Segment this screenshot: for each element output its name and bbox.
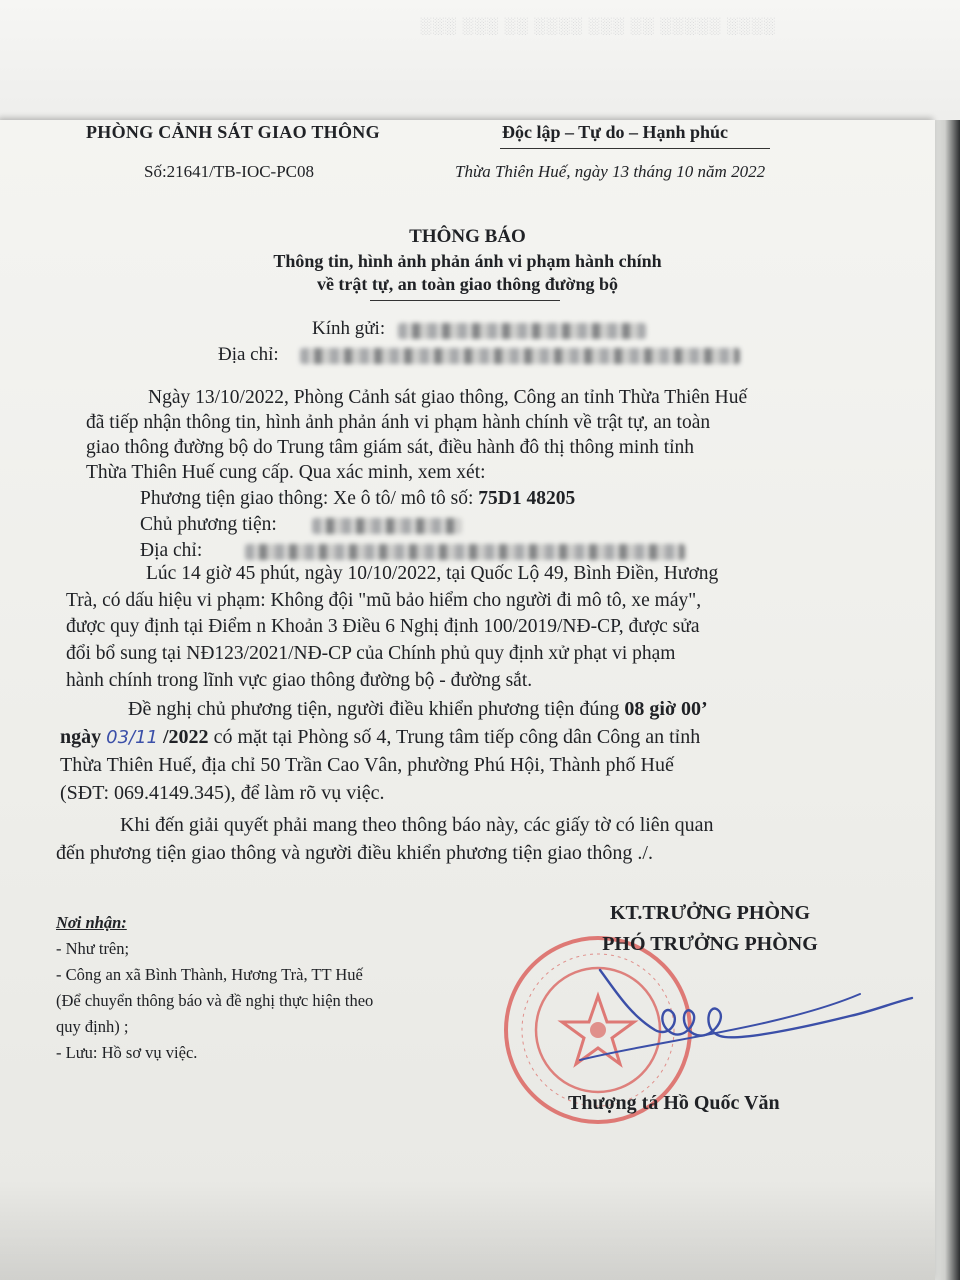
paragraph2-line3: được quy định tại Điểm n Khoản 3 Điều 6 Nghị định 100/2019/NĐ-CP, được sửa bbox=[66, 616, 700, 637]
redacted-recipient bbox=[398, 323, 646, 339]
paragraph2-line5: hành chính trong lĩnh vực giao thông đường bộ - đường sắt. bbox=[66, 670, 533, 691]
handwritten-signature bbox=[560, 960, 920, 1070]
paragraph1-line1: Ngày 13/10/2022, Phòng Cảnh sát giao thông, Công an tỉnh Thừa Thiên Huế bbox=[148, 387, 748, 408]
signature-block bbox=[520, 898, 900, 960]
signer-title-1: KT.TRƯỞNG PHÒNG bbox=[610, 902, 810, 924]
owner-label: Chủ phương tiện: bbox=[140, 514, 277, 535]
redacted-recipient-address bbox=[300, 348, 740, 364]
subtitle-underline bbox=[370, 300, 560, 301]
document-subtitle-line2: về trật tự, an toàn giao thông đường bộ bbox=[316, 274, 619, 294]
document-subtitle-line1: Thông tin, hình ảnh phản ánh vi phạm hành chính bbox=[273, 251, 662, 271]
paragraph4-line1: Khi đến giải quyết phải mang theo thông báo này, các giấy tờ có liên quan bbox=[120, 814, 714, 836]
document-number: Số:21641/TB-IOC-PC08 bbox=[144, 162, 315, 181]
vehicle-line bbox=[140, 488, 575, 510]
document-title: THÔNG BÁO bbox=[409, 226, 526, 247]
receiver-item: - Lưu: Hồ sơ vụ việc. bbox=[56, 1043, 198, 1062]
receivers-heading: Nơi nhận: bbox=[56, 913, 127, 932]
place-and-date: Thừa Thiên Huế, ngày 13 tháng 10 năm 2022 bbox=[455, 162, 766, 181]
paragraph3-line1 bbox=[128, 698, 708, 721]
license-plate: 75D1 48205 bbox=[478, 488, 576, 509]
background-sheet bbox=[0, 0, 960, 120]
redacted-owner-address bbox=[245, 544, 685, 560]
paragraph2-line1: Lúc 14 giờ 45 phút, ngày 10/10/2022, tại Quốc Lộ 49, Bình Điền, Hương bbox=[146, 563, 719, 584]
signer-name: Thượng tá Hồ Quốc Văn bbox=[568, 1092, 780, 1114]
paragraph1-line2: đã tiếp nhận thông tin, hình ảnh phản ánh vi phạm hành chính về trật tự, an toàn bbox=[86, 412, 711, 433]
motto-underline bbox=[500, 148, 770, 149]
bleed-through-text: ░░░ ░░░ ░░ ░░░░ ░░░ ░░ ░░░░░ ░░░░ bbox=[420, 18, 776, 35]
handwritten-date: 03/11 bbox=[106, 727, 158, 748]
appointment-location: có mặt tại Phòng số 4, Trung tâm tiếp công dân Công an tỉnh bbox=[213, 726, 701, 748]
paragraph3-line2 bbox=[60, 726, 700, 749]
paragraph3-line4: (SĐT: 069.4149.345), để làm rõ vụ việc. bbox=[60, 782, 385, 804]
receivers-list bbox=[56, 910, 373, 1066]
paragraph1-line3: giao thông đường bộ do Trung tâm giám sát, điều hành đô thị thông minh tỉnh bbox=[86, 437, 695, 458]
vehicle-label: Phương tiện giao thông: Xe ô tô/ mô tô số: bbox=[140, 488, 474, 509]
signer-title-2: PHÓ TRƯỞNG PHÒNG bbox=[602, 933, 818, 955]
agency-name: PHÒNG CẢNH SÁT GIAO THÔNG bbox=[86, 122, 380, 142]
receiver-item: - Công an xã Bình Thành, Hương Trà, TT Huế bbox=[56, 965, 363, 984]
recipient-address-label: Địa chỉ: bbox=[218, 344, 279, 365]
page-edge bbox=[935, 120, 960, 1280]
redacted-owner bbox=[312, 518, 462, 534]
receiver-item: (Để chuyển thông báo và đề nghị thực hiện theo bbox=[56, 991, 374, 1010]
appointment-year: /2022 bbox=[163, 726, 209, 748]
appointment-time: 08 giờ 00’ bbox=[624, 698, 708, 720]
day-label: ngày bbox=[60, 726, 102, 748]
receiver-item: - Như trên; bbox=[56, 939, 130, 958]
paragraph4-line2: đến phương tiện giao thông và người điều khiển phương tiện giao thông ./. bbox=[56, 842, 653, 864]
paragraph3-line3: Thừa Thiên Huế, địa chỉ 50 Trần Cao Vân, phường Phú Hội, Thành phố Huế bbox=[60, 754, 674, 776]
paragraph2-line4: đổi bổ sung tại NĐ123/2021/NĐ-CP của Chính phủ quy định xử phạt vi phạm bbox=[66, 643, 676, 664]
paragraph2-line2: Trà, có dấu hiệu vi phạm: Không đội "mũ bảo hiểm cho người đi mô tô, xe máy", bbox=[66, 590, 702, 611]
paragraph1-line4: Thừa Thiên Huế cung cấp. Qua xác minh, xem xét: bbox=[86, 462, 486, 483]
national-motto: Độc lập – Tự do – Hạnh phúc bbox=[502, 122, 729, 142]
receiver-item: quy định) ; bbox=[56, 1017, 129, 1036]
recipient-label: Kính gửi: bbox=[312, 318, 386, 339]
owner-address-label: Địa chỉ: bbox=[140, 540, 203, 561]
request-text: Đề nghị chủ phương tiện, người điều khiển phương tiện đúng bbox=[128, 698, 620, 720]
